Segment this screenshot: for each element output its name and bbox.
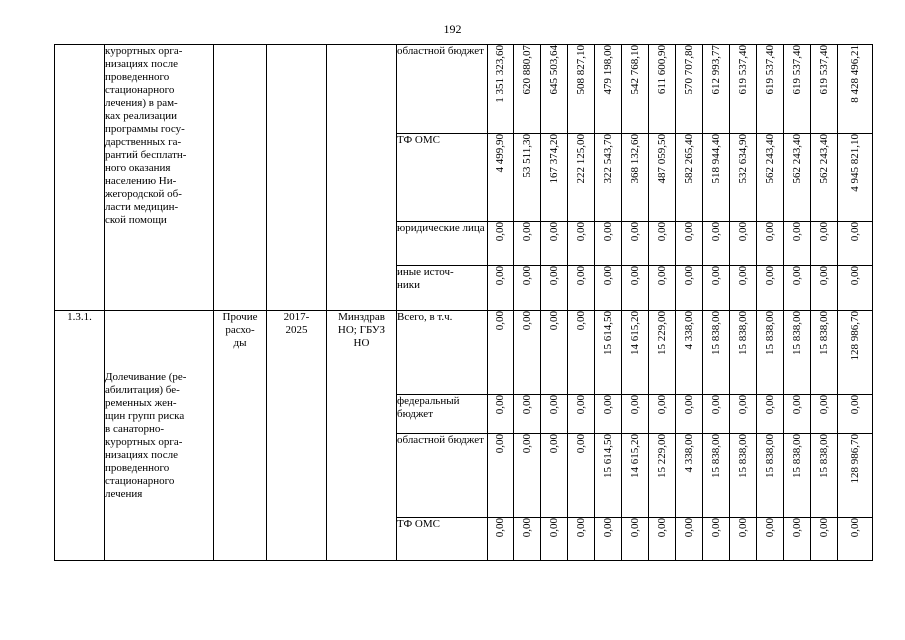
value-text: 15 838,00 — [709, 434, 722, 478]
value-text: 0,00 — [736, 518, 749, 538]
value-text: 582 265,40 — [682, 134, 695, 184]
value-cell — [703, 395, 730, 434]
value-text: 0,00 — [682, 518, 695, 538]
value-text: 0,00 — [574, 395, 587, 415]
value-text: 0,00 — [763, 518, 776, 538]
value-text: 0,00 — [655, 395, 668, 415]
value-text: 0,00 — [547, 222, 560, 242]
value-cell — [649, 434, 676, 518]
value-cell — [488, 134, 514, 222]
executor-cell — [327, 45, 397, 311]
value-text: 0,00 — [709, 222, 722, 242]
value-cell — [811, 311, 838, 395]
value-text: 0,00 — [494, 222, 506, 242]
value-text: 0,00 — [817, 266, 830, 286]
value-text: 0,00 — [817, 518, 830, 538]
value-cell — [622, 434, 649, 518]
value-cell — [676, 45, 703, 134]
value-text: 15 838,00 — [736, 311, 749, 355]
value-cell — [838, 311, 873, 395]
value-cell — [568, 434, 595, 518]
value-cell — [730, 45, 757, 134]
value-cell — [676, 266, 703, 311]
value-text: 0,00 — [736, 266, 749, 286]
value-cell — [541, 311, 568, 395]
value-text: 0,00 — [655, 222, 668, 242]
value-cell — [488, 311, 514, 395]
value-cell — [784, 266, 811, 311]
value-text: 508 827,10 — [574, 45, 587, 95]
description-text: курортных орга- низациях после проведенного стационарного лечения) в рам- ках реализации программы госу- дарственных га- рантий бесплатн- ного оказания населению Ни- жегородской об- ласти медицин- ской помощи — [105, 45, 187, 226]
value-text: 562 243,40 — [817, 134, 830, 184]
value-cell — [784, 518, 811, 561]
value-text: 0,00 — [848, 222, 861, 242]
value-text: 0,00 — [736, 222, 749, 242]
value-text: 0,00 — [574, 311, 587, 331]
value-text: 518 944,40 — [709, 134, 722, 184]
value-text: 0,00 — [848, 266, 861, 286]
value-cell — [838, 134, 873, 222]
value-text: 1 351 323,60 — [494, 45, 506, 103]
value-cell — [595, 311, 622, 395]
value-text: 0,00 — [574, 434, 587, 454]
value-text: 0,00 — [494, 395, 506, 415]
item-number-cell — [55, 45, 105, 311]
value-text: 0,00 — [763, 222, 776, 242]
value-text: 15 838,00 — [709, 311, 722, 355]
value-text: 0,00 — [520, 395, 533, 415]
value-text: 0,00 — [763, 395, 776, 415]
value-cell — [541, 134, 568, 222]
value-text: 0,00 — [763, 266, 776, 286]
value-cell — [811, 395, 838, 434]
value-text: 322 543,70 — [601, 134, 614, 184]
value-cell — [730, 134, 757, 222]
value-cell — [514, 134, 541, 222]
value-text: 0,00 — [682, 222, 695, 242]
value-text: 620 880,07 — [520, 45, 533, 95]
budget-table — [54, 44, 873, 561]
value-text: 0,00 — [628, 222, 641, 242]
value-cell — [488, 518, 514, 561]
value-cell — [514, 311, 541, 395]
value-cell — [730, 222, 757, 266]
value-cell — [488, 434, 514, 518]
value-cell — [649, 311, 676, 395]
value-text: 619 537,40 — [817, 45, 830, 95]
funding-source-cell: иные источ- ники — [397, 266, 488, 311]
value-cell — [622, 134, 649, 222]
value-text: 15 838,00 — [736, 434, 749, 478]
value-text: 0,00 — [494, 434, 506, 454]
funding-source-cell: юридические лица — [397, 222, 488, 266]
value-cell — [514, 266, 541, 311]
value-cell — [488, 45, 514, 134]
value-text: 479 198,00 — [601, 45, 614, 95]
value-cell — [622, 395, 649, 434]
value-text: 0,00 — [817, 222, 830, 242]
value-cell — [784, 45, 811, 134]
value-cell — [757, 311, 784, 395]
value-cell — [730, 434, 757, 518]
value-text: 532 634,90 — [736, 134, 749, 184]
value-text: 0,00 — [628, 266, 641, 286]
value-cell — [757, 222, 784, 266]
value-cell — [811, 134, 838, 222]
value-text: 619 537,40 — [790, 45, 803, 95]
continued-block — [55, 45, 873, 311]
value-text: 14 615,20 — [628, 434, 641, 478]
value-text: 0,00 — [628, 395, 641, 415]
value-text: 15 838,00 — [790, 311, 803, 355]
value-text: 53 511,30 — [520, 134, 533, 178]
value-text: 15 838,00 — [817, 434, 830, 478]
value-cell — [757, 134, 784, 222]
value-cell — [703, 222, 730, 266]
value-text: 0,00 — [601, 266, 614, 286]
value-text: 0,00 — [494, 266, 506, 286]
value-cell — [541, 222, 568, 266]
value-cell — [568, 222, 595, 266]
value-cell — [784, 134, 811, 222]
value-cell — [595, 518, 622, 561]
value-cell — [730, 311, 757, 395]
value-cell — [514, 395, 541, 434]
value-cell — [595, 45, 622, 134]
funding-source-cell: областной бюджет — [397, 45, 488, 134]
value-text: 0,00 — [494, 518, 506, 538]
value-text: 0,00 — [574, 266, 587, 286]
value-cell — [811, 45, 838, 134]
value-cell — [595, 222, 622, 266]
value-cell — [784, 395, 811, 434]
value-cell — [649, 518, 676, 561]
value-cell — [757, 266, 784, 311]
value-text: 0,00 — [790, 266, 803, 286]
value-text: 542 768,10 — [628, 45, 641, 95]
item-number-cell: 1.3.1. — [55, 311, 105, 561]
value-text: 0,00 — [848, 518, 861, 538]
value-text: 0,00 — [520, 518, 533, 538]
value-cell — [541, 518, 568, 561]
funding-source-cell: ТФ ОМС — [397, 518, 488, 561]
value-cell — [595, 266, 622, 311]
funding-source-cell: федеральный бюджет — [397, 395, 488, 434]
value-text: 4 338,00 — [682, 311, 695, 350]
executor-cell: Минздрав НО; ГБУЗ НО — [327, 311, 397, 561]
value-text: 14 615,20 — [628, 311, 641, 355]
table-row — [55, 45, 873, 134]
value-cell — [703, 518, 730, 561]
value-cell — [568, 45, 595, 134]
value-cell — [649, 395, 676, 434]
value-cell — [757, 395, 784, 434]
value-cell — [838, 395, 873, 434]
value-cell — [514, 434, 541, 518]
value-text: 0,00 — [547, 434, 560, 454]
value-text: 222 125,00 — [574, 134, 587, 184]
value-text: 0,00 — [601, 518, 614, 538]
value-text: 4 338,00 — [682, 434, 695, 473]
value-cell — [838, 222, 873, 266]
value-text: 0,00 — [547, 311, 560, 331]
value-cell — [784, 311, 811, 395]
value-text: 0,00 — [790, 395, 803, 415]
value-text: 487 059,50 — [655, 134, 668, 184]
expense-type-cell — [214, 45, 267, 311]
description-text: Долечивание (ре- абилитация) бе- ременных жен- щин групп риска в санаторно- курортных орга- низациях после проведенного стационарного лечения — [105, 370, 187, 500]
value-cell — [676, 134, 703, 222]
value-text: 0,00 — [790, 518, 803, 538]
period-cell: 2017- 2025 — [267, 311, 327, 561]
value-cell — [838, 266, 873, 311]
value-cell — [811, 434, 838, 518]
value-text: 0,00 — [547, 395, 560, 415]
value-text: 167 374,20 — [547, 134, 560, 184]
value-cell — [595, 395, 622, 434]
value-cell — [488, 395, 514, 434]
value-cell — [811, 222, 838, 266]
value-cell — [730, 395, 757, 434]
value-cell — [595, 134, 622, 222]
period-cell — [267, 45, 327, 311]
value-text: 128 986,70 — [848, 311, 861, 361]
value-text: 8 428 496,21 — [848, 45, 861, 103]
value-text: 0,00 — [655, 518, 668, 538]
value-cell — [676, 311, 703, 395]
value-text: 562 243,40 — [763, 134, 776, 184]
funding-source-cell: областной бюджет — [397, 434, 488, 518]
value-cell — [568, 266, 595, 311]
value-cell — [838, 45, 873, 134]
value-cell — [514, 222, 541, 266]
value-cell — [676, 518, 703, 561]
value-cell — [622, 266, 649, 311]
value-text: 0,00 — [601, 395, 614, 415]
funding-source-cell: Всего, в т.ч. — [397, 311, 488, 395]
value-text: 0,00 — [709, 518, 722, 538]
value-cell — [541, 266, 568, 311]
value-cell — [784, 434, 811, 518]
value-text: 0,00 — [817, 395, 830, 415]
value-cell — [541, 45, 568, 134]
value-cell — [649, 134, 676, 222]
value-text: 0,00 — [520, 434, 533, 454]
expense-type-cell: Прочие расхо- ды — [214, 311, 267, 561]
value-cell — [811, 518, 838, 561]
value-text: 0,00 — [736, 395, 749, 415]
value-text: 15 229,00 — [655, 311, 668, 355]
value-cell — [838, 518, 873, 561]
value-cell — [730, 266, 757, 311]
value-cell — [703, 434, 730, 518]
value-text: 0,00 — [628, 518, 641, 538]
value-text: 15 838,00 — [763, 311, 776, 355]
value-cell — [676, 222, 703, 266]
value-text: 15 838,00 — [790, 434, 803, 478]
page-number: 192 — [443, 22, 462, 36]
table-row — [55, 311, 873, 395]
value-text: 0,00 — [547, 518, 560, 538]
value-text: 15 614,50 — [601, 434, 614, 478]
item-1-3-1-block — [55, 311, 873, 561]
value-cell — [568, 134, 595, 222]
value-text: 612 993,77 — [709, 45, 722, 95]
value-cell — [488, 266, 514, 311]
value-text: 619 537,40 — [763, 45, 776, 95]
value-cell — [541, 434, 568, 518]
description-cell — [105, 311, 214, 561]
value-cell — [568, 518, 595, 561]
value-text: 0,00 — [520, 266, 533, 286]
value-text: 611 600,90 — [655, 45, 668, 95]
value-cell — [622, 45, 649, 134]
value-cell — [514, 518, 541, 561]
value-cell — [811, 266, 838, 311]
value-text: 0,00 — [494, 311, 506, 331]
value-text: 0,00 — [709, 395, 722, 415]
value-cell — [649, 222, 676, 266]
value-cell — [649, 266, 676, 311]
value-cell — [703, 311, 730, 395]
value-cell — [703, 266, 730, 311]
value-text: 4 945 821,10 — [848, 134, 861, 192]
value-cell — [488, 222, 514, 266]
value-cell — [541, 395, 568, 434]
value-text: 0,00 — [655, 266, 668, 286]
value-cell — [676, 434, 703, 518]
value-text: 0,00 — [682, 395, 695, 415]
value-cell — [622, 518, 649, 561]
value-cell — [514, 45, 541, 134]
value-text: 0,00 — [574, 518, 587, 538]
value-cell — [838, 434, 873, 518]
value-text: 4 499,90 — [494, 134, 506, 173]
value-text: 15 838,00 — [817, 311, 830, 355]
value-cell — [676, 395, 703, 434]
funding-source-cell: ТФ ОМС — [397, 134, 488, 222]
value-cell — [595, 434, 622, 518]
value-cell — [757, 45, 784, 134]
value-text: 0,00 — [601, 222, 614, 242]
value-cell — [568, 395, 595, 434]
value-text: 570 707,80 — [682, 45, 695, 95]
value-text: 15 838,00 — [763, 434, 776, 478]
value-text: 128 986,70 — [848, 434, 861, 484]
value-text: 0,00 — [520, 311, 533, 331]
value-cell — [757, 434, 784, 518]
value-text: 0,00 — [547, 266, 560, 286]
value-text: 645 503,64 — [547, 45, 560, 95]
value-cell — [568, 311, 595, 395]
value-text: 15 229,00 — [655, 434, 668, 478]
value-cell — [757, 518, 784, 561]
value-text: 619 537,40 — [736, 45, 749, 95]
value-text: 0,00 — [574, 222, 587, 242]
value-cell — [622, 222, 649, 266]
value-cell — [703, 134, 730, 222]
value-text: 562 243,40 — [790, 134, 803, 184]
value-cell — [730, 518, 757, 561]
value-text: 0,00 — [790, 222, 803, 242]
value-text: 15 614,50 — [601, 311, 614, 355]
value-text: 0,00 — [682, 266, 695, 286]
value-text: 0,00 — [848, 395, 861, 415]
value-cell — [703, 45, 730, 134]
value-text: 0,00 — [520, 222, 533, 242]
value-cell — [622, 311, 649, 395]
value-cell — [649, 45, 676, 134]
description-cell — [105, 45, 214, 311]
value-text: 0,00 — [709, 266, 722, 286]
value-text: 368 132,60 — [628, 134, 641, 184]
value-cell — [784, 222, 811, 266]
